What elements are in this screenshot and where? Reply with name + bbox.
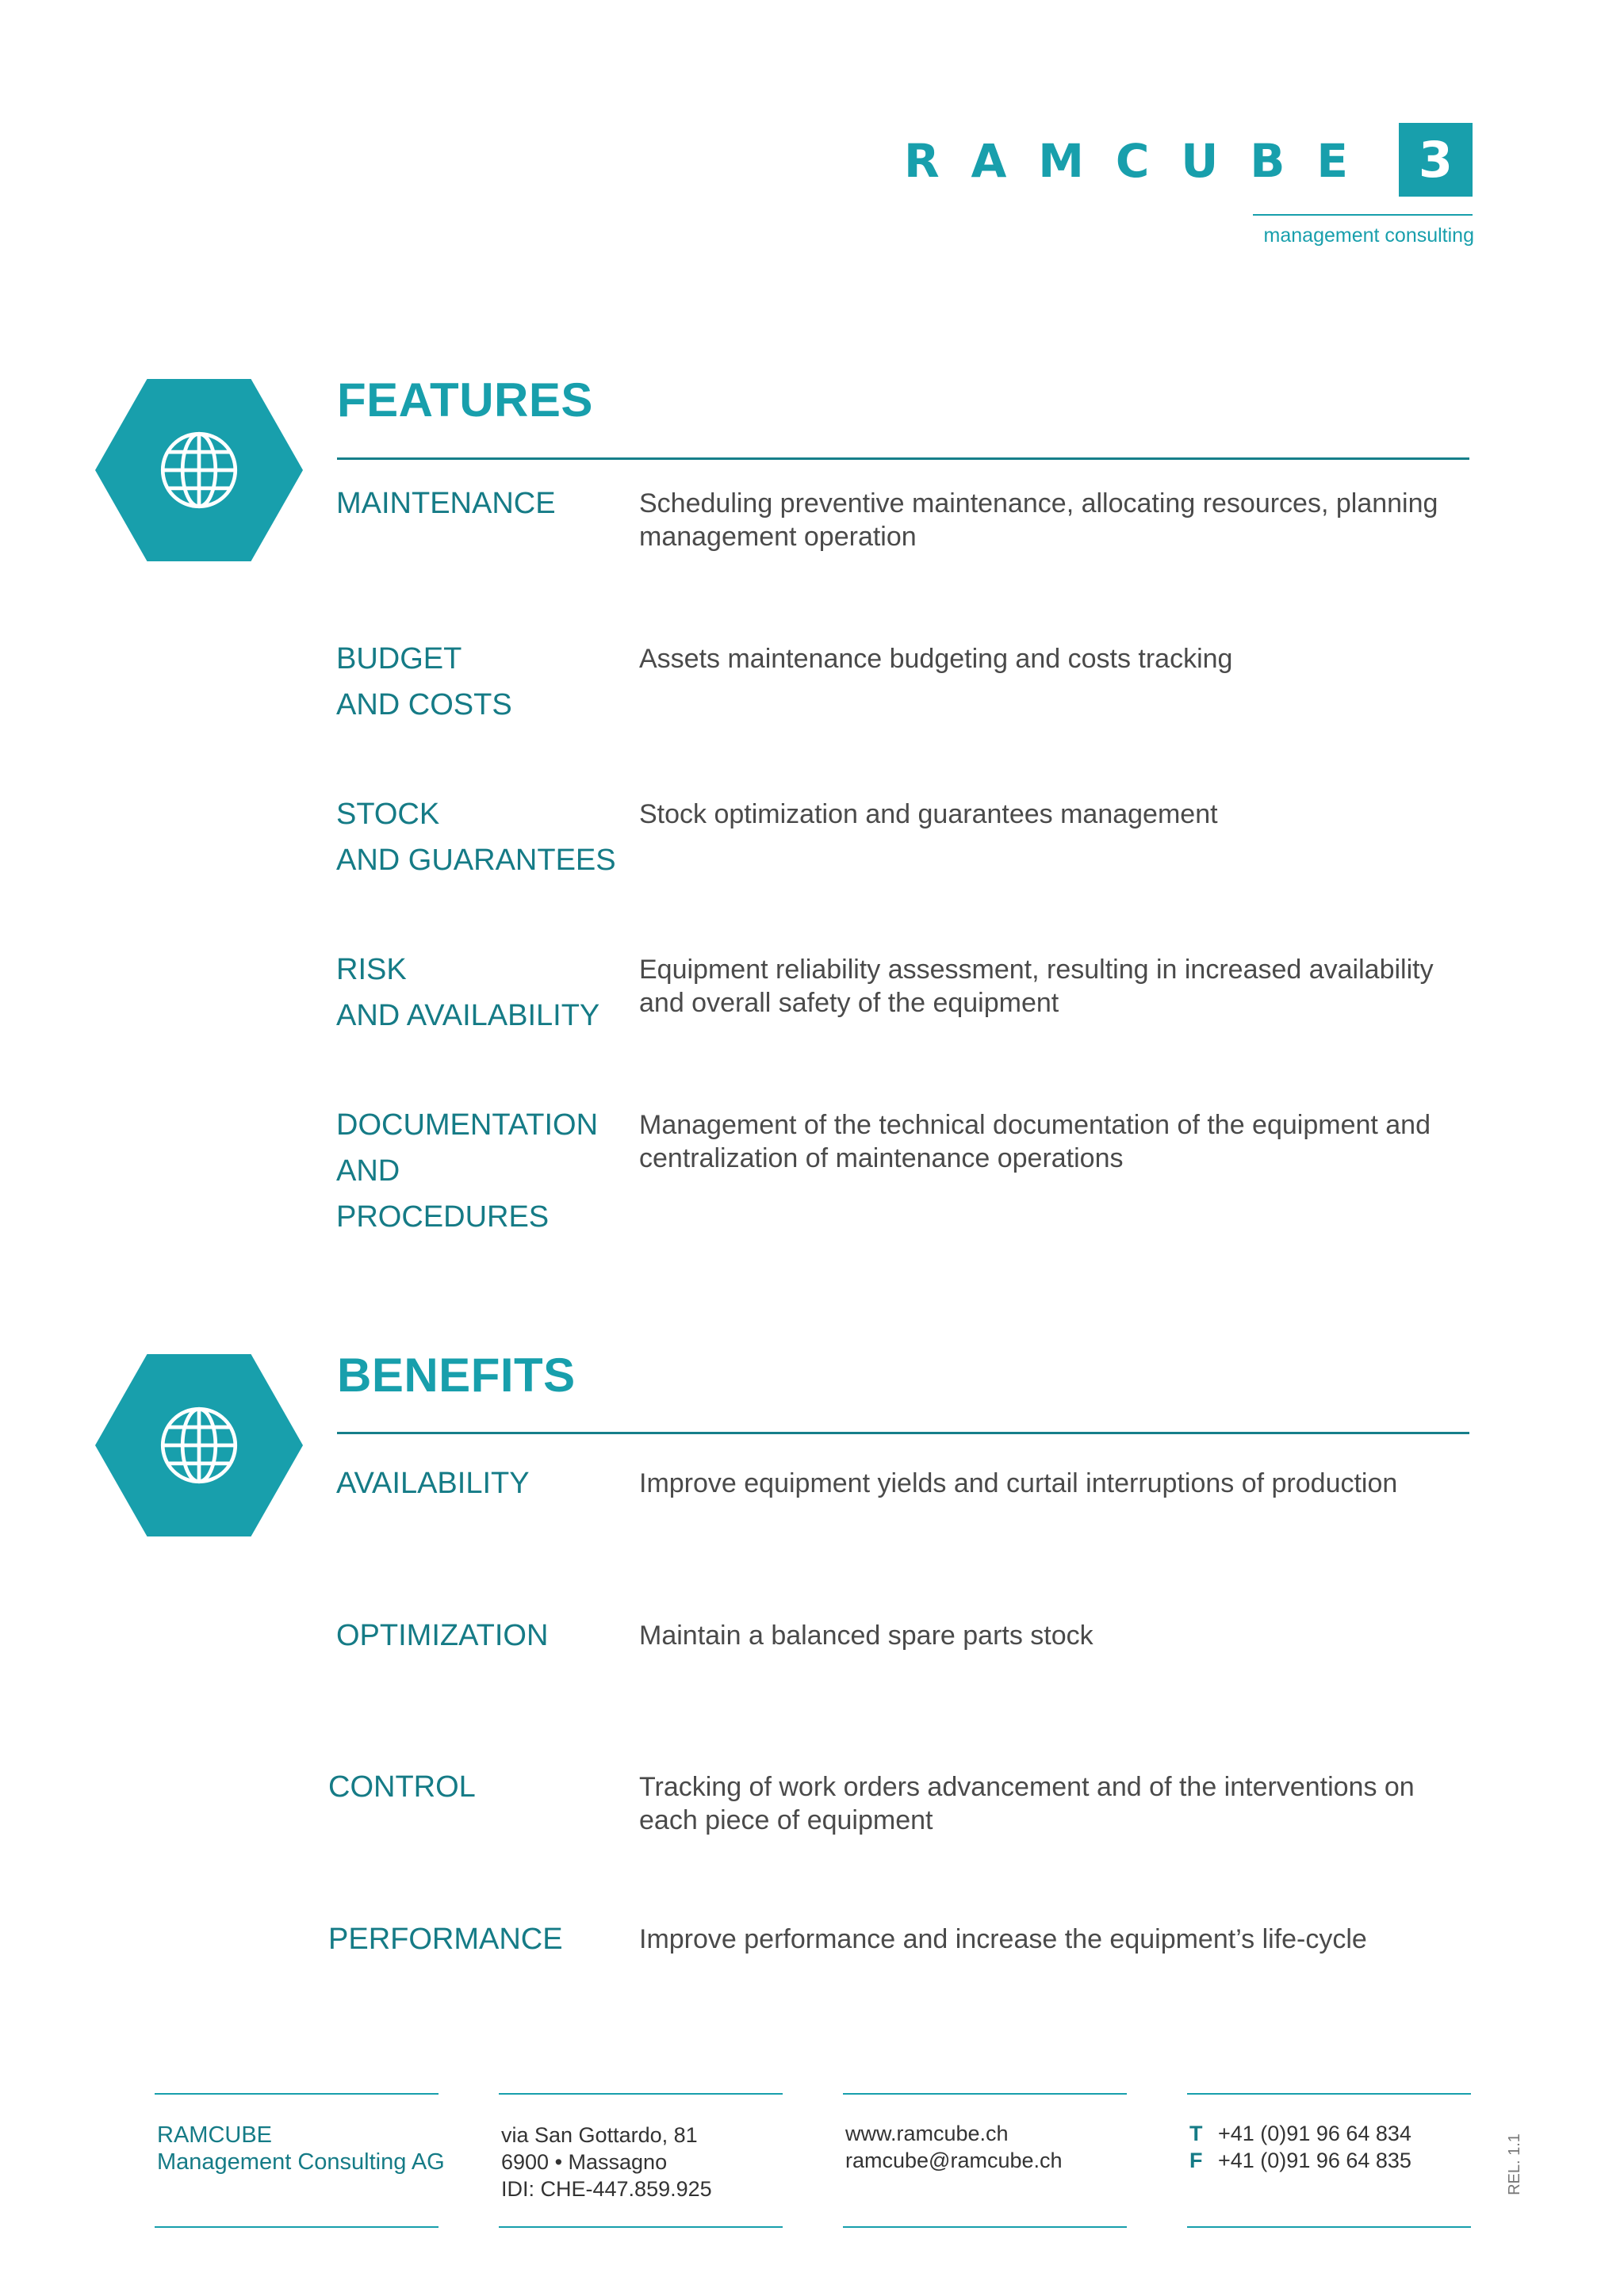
address-street: via San Gottardo, 81 — [501, 2123, 698, 2147]
benefits-title: BENEFITS — [337, 1349, 576, 1402]
benefit-label: CONTROL — [328, 1770, 476, 1804]
footer-rule — [843, 2093, 1127, 2095]
footer-rule — [1187, 2093, 1471, 2095]
footer-rule — [155, 2226, 439, 2228]
address-idi: IDI: CHE-447.859.925 — [501, 2177, 712, 2201]
globe-icon — [158, 429, 240, 511]
footer-company — [157, 2122, 445, 2175]
footer-phone — [1189, 2120, 1411, 2174]
footer-rule — [499, 2093, 783, 2095]
fax-number: +41 (0)91 96 64 835 — [1218, 2149, 1411, 2172]
logo-letter: M — [1038, 134, 1084, 188]
phone-line — [1189, 2120, 1411, 2147]
logo-divider — [1253, 214, 1473, 216]
benefit-description: Tracking of work orders advancement and of the interventions on each piece of equipment — [639, 1772, 1415, 1835]
logo-letter: E — [1316, 134, 1348, 188]
footer-rule — [843, 2226, 1127, 2228]
benefit-label: OPTIMIZATION — [336, 1619, 549, 1652]
feature-label: STOCK AND GUARANTEES — [336, 798, 616, 877]
feature-label: BUDGET AND COSTS — [336, 642, 512, 721]
logo-tagline: management consulting — [1263, 224, 1474, 247]
footer-web — [845, 2120, 1063, 2174]
company-name: RAMCUBE — [157, 2122, 273, 2148]
address-city: 6900 • Massagno — [501, 2150, 668, 2174]
logo-letter: R — [904, 134, 940, 188]
feature-label: DOCUMENTATION AND PROCEDURES — [336, 1108, 599, 1234]
logo-letter: C — [1115, 134, 1150, 188]
feature-description: Scheduling preventive maintenance, allocating resources, planning management operation — [639, 488, 1438, 552]
logo-letter: A — [971, 134, 1007, 188]
phone-label: T — [1189, 2122, 1203, 2145]
feature-description: Assets maintenance budgeting and costs tracking — [639, 644, 1233, 674]
benefits-divider — [337, 1432, 1469, 1434]
company-subname: Management Consulting AG — [157, 2149, 445, 2175]
benefit-description: Maintain a balanced spare parts stock — [639, 1621, 1094, 1651]
logo-wordmark — [904, 133, 1348, 189]
feature-description: Management of the technical documentation of the equipment and centralization of maintenance operations — [639, 1110, 1431, 1173]
globe-icon — [158, 1404, 240, 1487]
footer-rule — [499, 2226, 783, 2228]
logo-letter: U — [1181, 134, 1219, 188]
logo-box: 3 — [1399, 123, 1473, 197]
features-title: FEATURES — [337, 373, 593, 427]
feature-label: MAINTENANCE — [336, 487, 556, 520]
email-link[interactable]: ramcube@ramcube.ch — [845, 2149, 1063, 2172]
release-label: REL. 1.1 — [1505, 2133, 1523, 2195]
feature-description: Stock optimization and guarantees management — [639, 799, 1218, 829]
fax-label: F — [1189, 2149, 1203, 2172]
benefit-description: Improve equipment yields and curtail interruptions of production — [639, 1468, 1398, 1498]
benefit-label: PERFORMANCE — [328, 1923, 563, 1956]
footer-address — [501, 2122, 712, 2202]
footer-rule — [155, 2093, 439, 2095]
benefits-hexagon — [95, 1354, 303, 1536]
benefit-description: Improve performance and increase the equipment’s life-cycle — [639, 1924, 1367, 1954]
website-link[interactable]: www.ramcube.ch — [845, 2122, 1009, 2145]
feature-label: RISK AND AVAILABILITY — [336, 953, 600, 1032]
fax-line — [1189, 2147, 1411, 2174]
features-divider — [337, 457, 1469, 460]
footer-rule — [1187, 2226, 1471, 2228]
features-hexagon — [95, 379, 303, 561]
phone-number[interactable]: +41 (0)91 96 64 834 — [1218, 2122, 1411, 2145]
benefit-label: AVAILABILITY — [336, 1467, 530, 1500]
feature-description: Equipment reliability assessment, resulting in increased availability and overall safety of the equipment — [639, 955, 1434, 1018]
logo-letter: B — [1250, 134, 1285, 188]
